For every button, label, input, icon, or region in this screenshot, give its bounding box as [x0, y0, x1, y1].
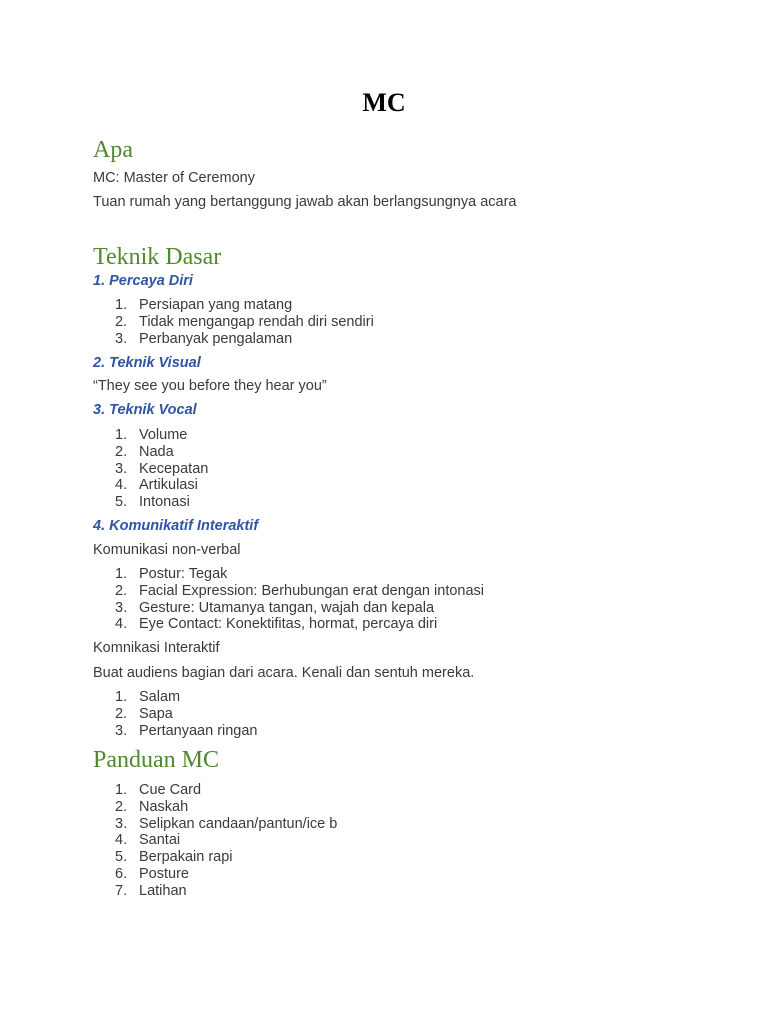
list-item: [93, 883, 337, 900]
heading-teknik-dasar: Teknik Dasar: [93, 244, 222, 270]
teknik-visual-quote: “They see you before they hear you”: [93, 378, 327, 394]
list-item: [93, 600, 484, 617]
list-item: [93, 477, 208, 494]
list-item-text: Postur: Tegak: [139, 566, 228, 582]
list-item: [93, 331, 374, 348]
list-number: 1.: [115, 566, 128, 582]
list-item-text: Volume: [139, 427, 188, 443]
list-item: [93, 583, 484, 600]
list-item: [93, 689, 258, 706]
list-item: [93, 723, 258, 740]
list-item-text: Posture: [139, 865, 189, 882]
list-item: [93, 782, 337, 799]
list-item-text: Pertanyaan ringan: [139, 722, 258, 739]
heading-panduan-mc: Panduan MC: [93, 747, 219, 773]
list-number: 3.: [115, 460, 128, 477]
list-number: 5.: [115, 849, 128, 866]
list-number: 2.: [115, 705, 128, 722]
list-number: 7.: [115, 882, 128, 899]
list-number: 2.: [115, 798, 128, 815]
list-item-text: Persiapan yang matang: [139, 297, 293, 313]
subheading-komunikatif-interaktif: 4. Komunikatif Interaktif: [93, 518, 259, 534]
list-percaya-diri: [93, 297, 374, 347]
list-item-text: Artikulasi: [139, 477, 198, 494]
list-item: [93, 616, 484, 633]
list-item-text: Intonasi: [139, 494, 190, 511]
list-teknik-vocal: [93, 427, 208, 511]
list-item-text: Naskah: [139, 798, 189, 815]
list-item-text: Sapa: [139, 705, 173, 722]
list-number: 2.: [115, 443, 128, 460]
list-item: [93, 799, 337, 816]
list-number: 1.: [115, 782, 128, 798]
heading-apa: Apa: [93, 137, 133, 163]
list-number: 3.: [115, 330, 128, 347]
subheading-percaya-diri: 1. Percaya Diri: [93, 273, 193, 289]
apa-line-2: Tuan rumah yang bertanggung jawab akan berlangsungnya acara: [93, 194, 517, 210]
interaktif-label: Komnikasi Interaktif: [93, 640, 220, 656]
list-item-text: Salam: [139, 689, 181, 705]
list-number: 1.: [115, 689, 128, 705]
document-title: MC: [362, 88, 406, 117]
list-number: 4.: [115, 832, 128, 849]
list-item: [93, 832, 337, 849]
list-item: [93, 816, 337, 833]
list-panduan: [93, 782, 337, 900]
list-interaktif: [93, 689, 258, 739]
list-item-text: Gesture: Utamanya tangan, wajah dan kepala: [139, 599, 435, 616]
list-item-text: Latihan: [139, 882, 187, 899]
apa-line-1: MC: Master of Ceremony: [93, 170, 255, 186]
list-item-text: Eye Contact: Konektifitas, hormat, percaya diri: [139, 616, 438, 633]
list-nonverbal: [93, 566, 484, 633]
list-number: 5.: [115, 494, 128, 511]
list-item: [93, 461, 208, 478]
list-item-text: Selipkan candaan/pantun/ice b: [139, 815, 338, 832]
list-number: 1.: [115, 427, 128, 443]
list-item: [93, 444, 208, 461]
list-number: 3.: [115, 815, 128, 832]
list-number: 6.: [115, 865, 128, 882]
list-number: 4.: [115, 477, 128, 494]
list-item: [93, 566, 484, 583]
subheading-teknik-vocal: 3. Teknik Vocal: [93, 402, 197, 418]
list-item-text: Nada: [139, 443, 174, 460]
list-item: [93, 314, 374, 331]
list-item-text: Berpakain rapi: [139, 849, 233, 866]
list-item: [93, 849, 337, 866]
subheading-teknik-visual: 2. Teknik Visual: [93, 355, 201, 371]
list-item: [93, 297, 374, 314]
list-item: [93, 494, 208, 511]
list-number: 2.: [115, 582, 128, 599]
interaktif-text: Buat audiens bagian dari acara. Kenali dan sentuh mereka.: [93, 665, 475, 681]
list-item-text: Kecepatan: [139, 460, 209, 477]
list-item-text: Cue Card: [139, 782, 202, 798]
list-item: [93, 866, 337, 883]
list-number: 3.: [115, 722, 128, 739]
list-item-text: Santai: [139, 832, 181, 849]
list-number: 3.: [115, 599, 128, 616]
list-number: 2.: [115, 313, 128, 330]
list-item-text: Perbanyak pengalaman: [139, 330, 293, 347]
nonverbal-label: Komunikasi non-verbal: [93, 542, 241, 558]
list-item-text: Facial Expression: Berhubungan erat dengan intonasi: [139, 582, 485, 599]
list-number: 4.: [115, 616, 128, 633]
list-item: [93, 427, 208, 444]
list-item-text: Tidak mengangap rendah diri sendiri: [139, 313, 374, 330]
list-item: [93, 706, 258, 723]
list-number: 1.: [115, 297, 128, 313]
